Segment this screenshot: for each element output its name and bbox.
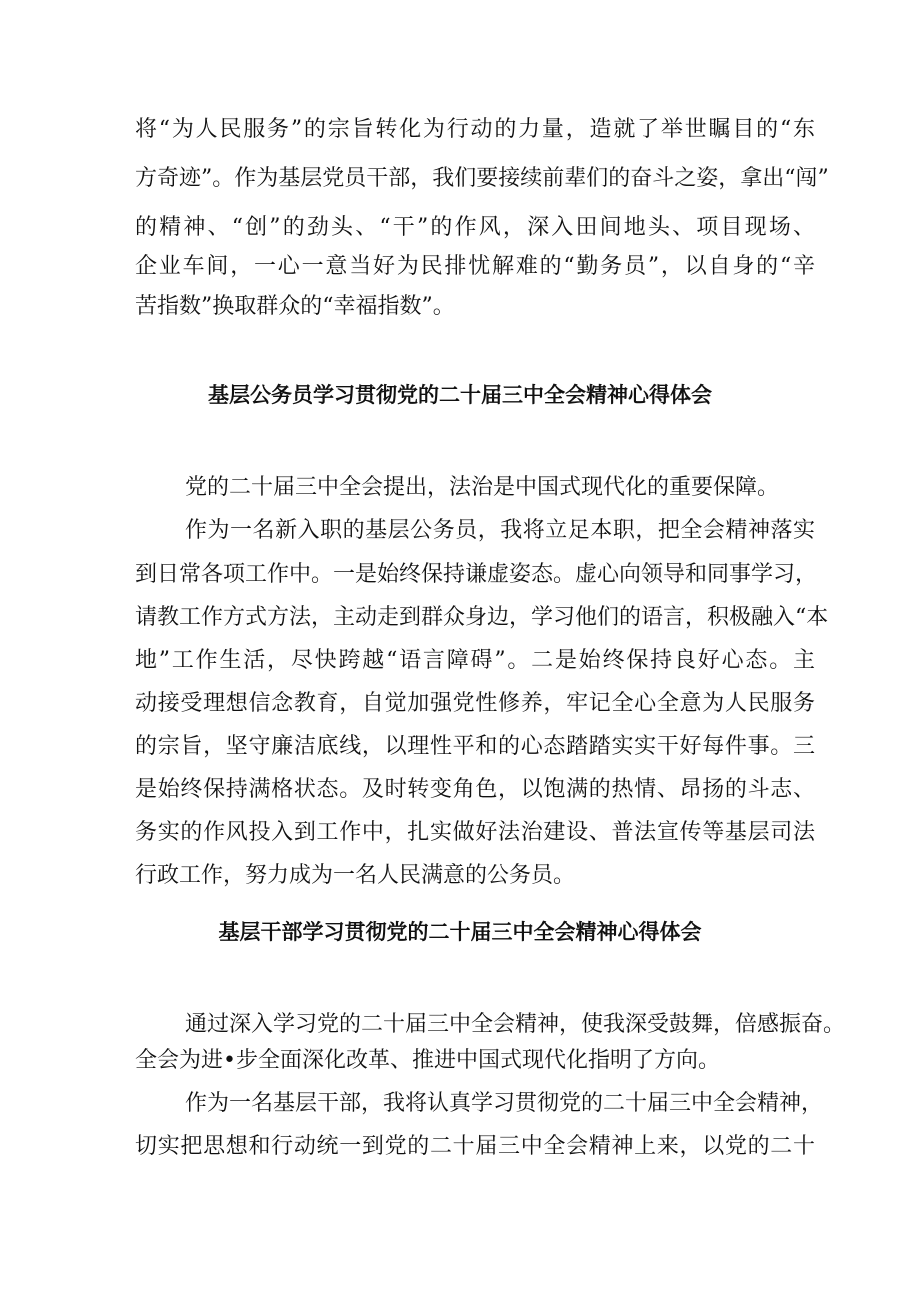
paragraph-line: 到日常各项工作中。一是始终保持谦虚姿态。虚心向领导和同事学习， [135,562,818,587]
paragraph-line: 动接受理想信念教育，自觉加强党性修养，牢记全心全意为人民服务 [135,691,815,716]
paragraph-line: 党的二十届三中全会提出，法治是中国式现代化的重要保障。 [185,475,780,500]
paragraph-line: 将“为人民服务”的宗旨转化为行动的力量，造就了举世瞩目的“东 [135,117,815,142]
paragraph-line: 的精神、“创”的劲头、“干”的作风，深入田间地头、项目现场、 [135,215,815,240]
section-heading: 基层公务员学习贯彻党的二十届三中全会精神心得体会 [208,383,712,407]
paragraph-line: 地”工作生活，尽快跨越“语言障碍”。二是始终保持良好心态。主 [135,648,815,673]
paragraph-line: 全会为进•步全面深化改革、推进中国式现代化指明了方向。 [135,1048,720,1073]
paragraph-line: 请教工作方式方法，主动走到群众身边，学习他们的语言，积极融入“本 [135,605,829,630]
paragraph-line: 苦指数”换取群众的“幸福指数”。 [135,294,455,319]
paragraph-line: 切实把思想和行动统一到党的二十届三中全会精神上来，以党的二十 [135,1134,815,1159]
paragraph-line: 务实的作风投入到工作中，扎实做好法治建设、普法宣传等基层司法 [135,820,815,845]
paragraph-line: 作为一名新入职的基层公务员，我将立足本职，把全会精神落实 [185,518,815,543]
section-heading: 基层干部学习贯彻党的二十届三中全会精神心得体会 [218,920,702,944]
paragraph-line: 方奇迹”。作为基层党员干部，我们要接续前辈们的奋斗之姿，拿出“闯” [135,166,829,191]
paragraph-line: 企业车间，一心一意当好为民排忧解难的“勤务员”，以自身的“辛 [135,254,815,279]
paragraph-line: 行政工作，努力成为一名人民满意的公务员。 [135,863,576,888]
paragraph-line: 通过深入学习党的二十届三中全会精神，使我深受鼓舞，倍感振奋。 [185,1012,846,1037]
paragraph-line: 是始终保持满格状态。及时转变角色，以饱满的热情、昂扬的斗志、 [135,777,815,802]
paragraph-line: 作为一名基层干部，我将认真学习贯彻党的二十届三中全会精神， [185,1091,824,1116]
paragraph-line: 的宗旨，坚守廉洁底线，以理性平和的心态踏踏实实干好每件事。三 [135,734,815,759]
